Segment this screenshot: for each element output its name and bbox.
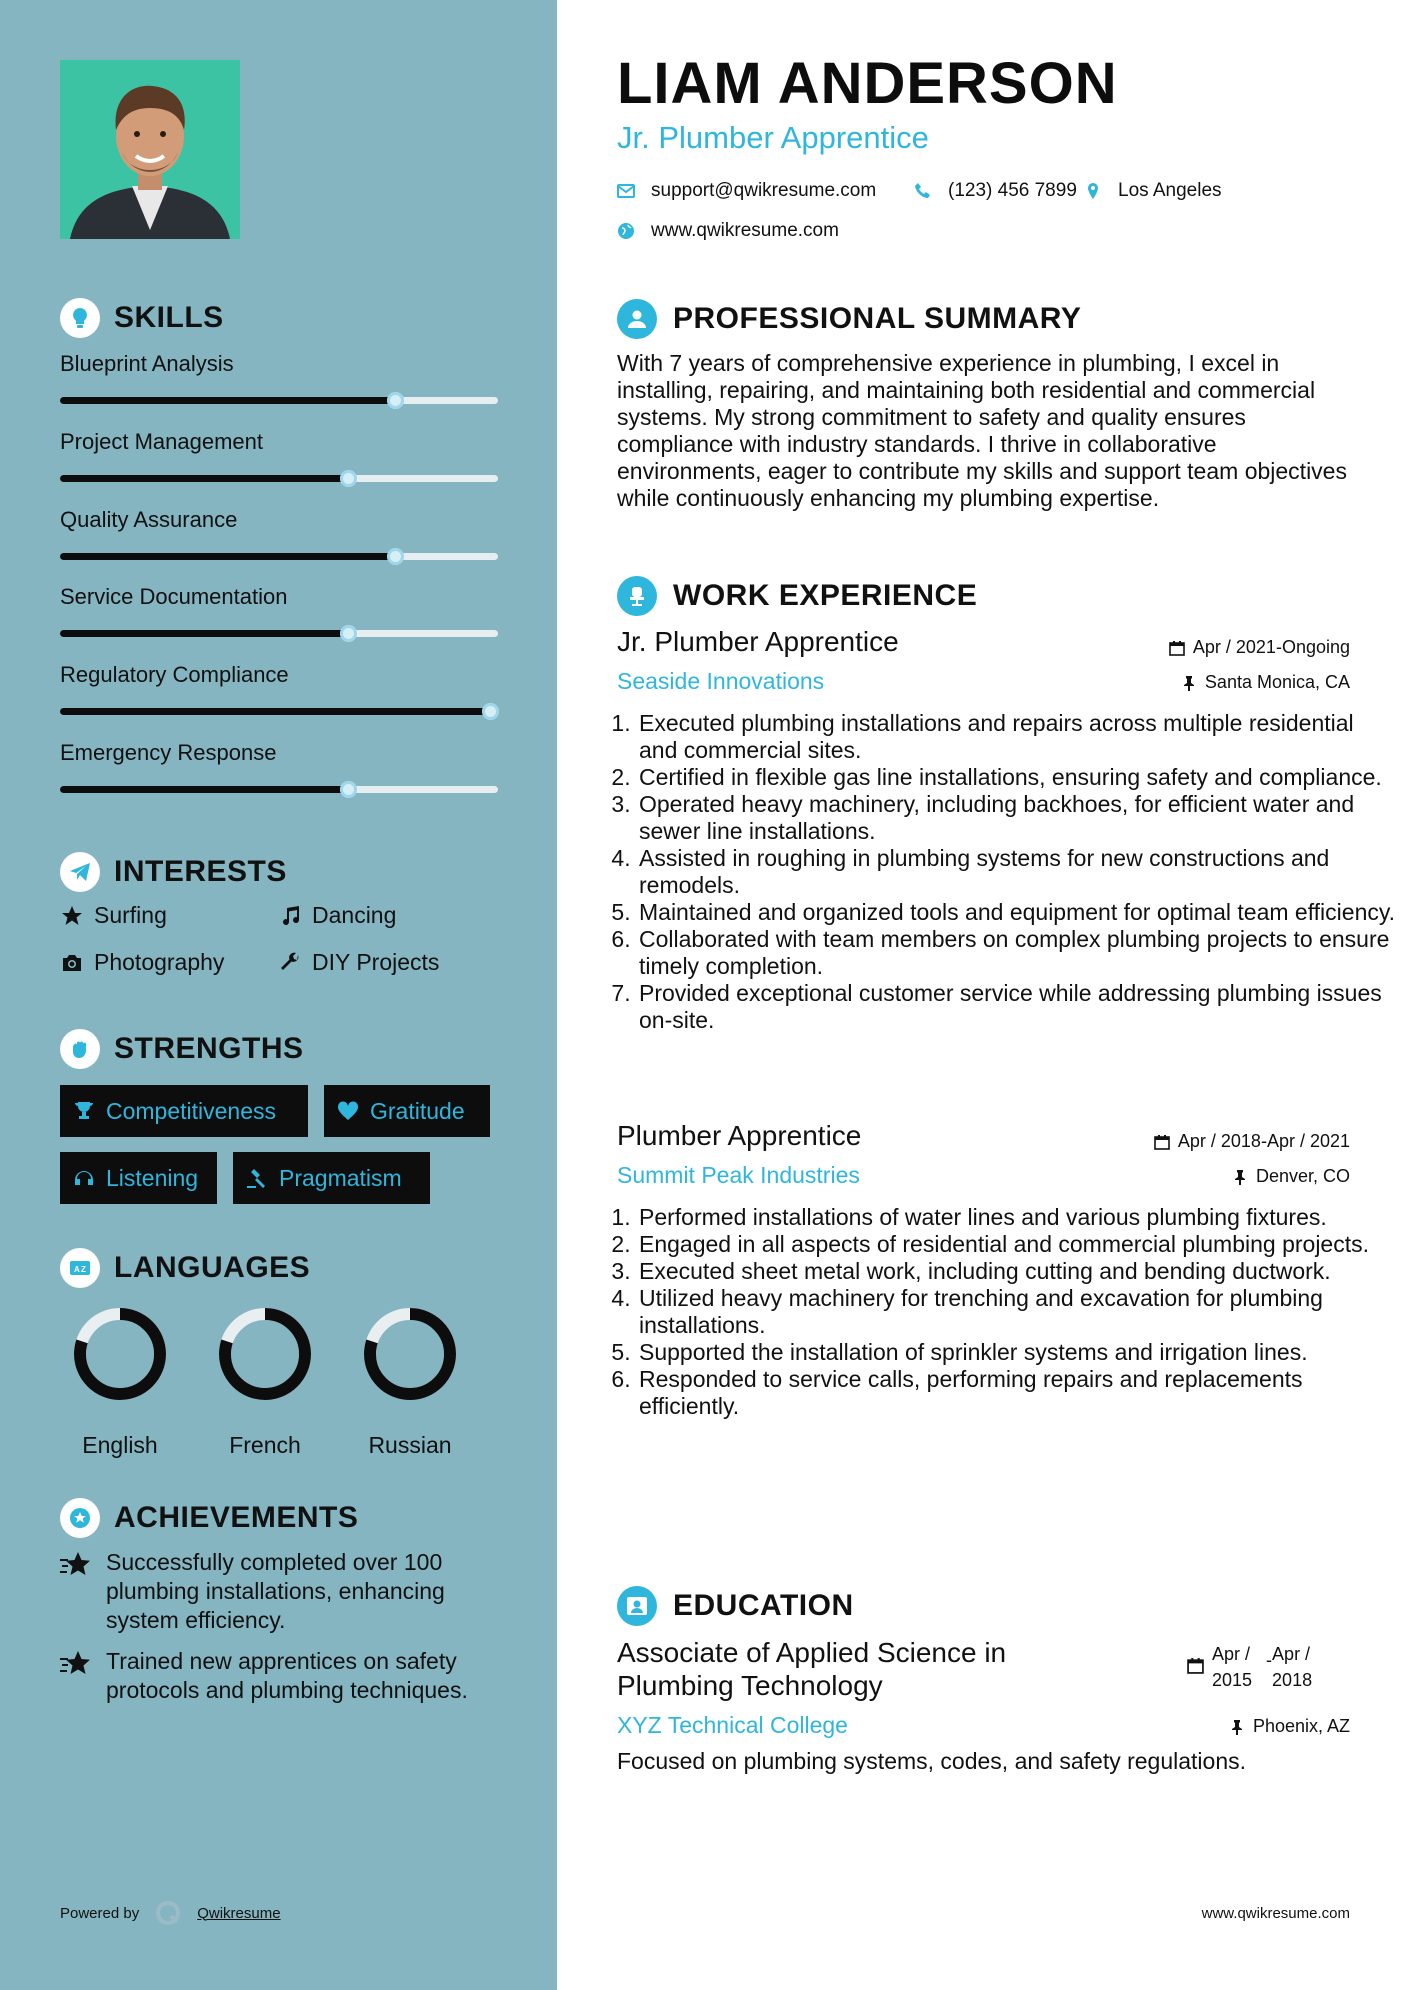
skill-knob — [340, 781, 357, 798]
interest-item — [60, 949, 224, 976]
skill-label: Project Management — [60, 429, 263, 454]
skill-fill — [60, 786, 348, 793]
job-bullets — [607, 1204, 1397, 1420]
job-bullet: 4. Assisted in roughing in plumbing systems for new constructions and remodels. — [637, 845, 1397, 899]
skill-track — [60, 397, 498, 404]
start-month: Apr / — [1212, 1644, 1251, 1664]
end-month: Apr / — [1272, 1644, 1311, 1664]
summary-title: PROFESSIONAL SUMMARY — [673, 302, 1082, 335]
end-year: 2018 — [1272, 1670, 1313, 1690]
interest-label: DIY Projects — [312, 949, 440, 975]
calendar-icon — [1169, 640, 1185, 656]
end-date — [1272, 1641, 1312, 1693]
lightbulb-icon — [60, 298, 100, 338]
achievements-title: ACHIEVEMENTS — [114, 1501, 359, 1534]
sidebar — [0, 0, 557, 1990]
headphones-icon — [72, 1166, 96, 1190]
skill-label: Quality Assurance — [60, 507, 238, 532]
strength-tag — [60, 1152, 217, 1204]
skill-knob — [387, 392, 404, 409]
strength-tag — [233, 1152, 430, 1204]
job-bullet: 6. Responded to service calls, performing repairs and replacements efficiently. — [637, 1366, 1397, 1420]
svg-text:Z: Z — [81, 1265, 87, 1274]
degree-title: Associate of Applied Science in Plumbing Technology — [617, 1637, 1007, 1701]
powered-by — [60, 1900, 281, 1926]
candidate-name: LIAM ANDERSON — [617, 51, 1118, 116]
skill-item — [60, 740, 498, 793]
globe-icon — [617, 222, 635, 240]
skill-knob — [482, 703, 499, 720]
svg-text:A: A — [74, 1265, 81, 1274]
briefcase-chair-icon — [617, 576, 657, 616]
job-bullet: 7. Provided exceptional customer service while addressing plumbing issues on-site. — [637, 980, 1397, 1034]
location-text: Los Angeles — [1118, 180, 1222, 201]
graduate-icon — [617, 1586, 657, 1626]
contact-location — [1084, 180, 1222, 202]
job-bullet: 3. Operated heavy machinery, including backhoes, for efficient water and sewer line installations. — [637, 791, 1397, 845]
calendar-icon — [1154, 1134, 1170, 1150]
job-bullet: 4. Utilized heavy machinery for trenching and excavation for plumbing installations. — [637, 1285, 1397, 1339]
summary-text: With 7 years of comprehensive experience in plumbing, I excel in installing, repairing, and maintaining both residential and commercial systems. My strong commitment to safety and quality ensures compliance with industry standards. I thrive in collaborative environments, eager to contribute my skills and support team objectives while continuously enhancing my plumbing expertise. — [617, 350, 1347, 511]
education-description: Focused on plumbing systems, codes, and safety regulations. — [617, 1748, 1247, 1774]
skill-label: Regulatory Compliance — [60, 662, 289, 687]
star-burst-icon — [60, 1649, 92, 1679]
skill-fill — [60, 708, 490, 715]
music-icon — [278, 904, 302, 928]
strengths-title: STRENGTHS — [114, 1032, 304, 1065]
achievement-item — [60, 1647, 510, 1705]
fist-icon — [60, 1029, 100, 1069]
phone-text: (123) 456 7899 — [948, 180, 1077, 201]
wrench-icon — [278, 951, 302, 975]
achievement-item — [60, 1548, 510, 1635]
job-bullet: 1. Executed plumbing installations and repairs across multiple residential and commercial sites. — [637, 710, 1397, 764]
pushpin-icon — [1181, 675, 1197, 691]
calendar-icon — [1187, 1657, 1204, 1674]
envelope-icon — [617, 182, 635, 200]
interest-item — [278, 949, 439, 976]
start-date — [1212, 1641, 1252, 1693]
job-bullet: 1. Performed installations of water lines and various plumbing fixtures. — [637, 1204, 1397, 1231]
language-icon — [60, 1248, 100, 1288]
email-text[interactable]: support@qwikresume.com — [651, 180, 877, 201]
language-item — [60, 1306, 180, 1459]
profile-photo — [60, 60, 240, 239]
contact-website — [617, 220, 839, 242]
interests-title: INTERESTS — [114, 855, 287, 888]
interest-label: Photography — [94, 949, 225, 975]
education-dates — [1187, 1641, 1312, 1693]
skill-item — [60, 584, 498, 637]
languages-title: LANGUAGES — [114, 1251, 311, 1284]
achievements-heading — [60, 1498, 358, 1538]
education-location — [1229, 1716, 1350, 1737]
skill-track — [60, 630, 498, 637]
strength-label: Listening — [106, 1164, 199, 1191]
skills-title: SKILLS — [114, 301, 224, 334]
job-dates-text: Apr / 2018-Apr / 2021 — [1177, 1131, 1350, 1151]
language-label: Russian — [368, 1432, 452, 1458]
achievement-text: Successfully completed over 100 plumbing installations, enhancing system efficiency. — [106, 1549, 445, 1633]
job-location-text: Santa Monica, CA — [1204, 672, 1350, 692]
interests-heading — [60, 852, 287, 892]
skill-track — [60, 786, 498, 793]
camera-icon — [60, 951, 84, 975]
candidate-role: Jr. Plumber Apprentice — [617, 120, 929, 155]
language-item — [350, 1306, 470, 1459]
skill-fill — [60, 475, 348, 482]
skill-knob — [387, 548, 404, 565]
main-content — [557, 0, 1407, 1990]
strength-label: Competitiveness — [106, 1097, 277, 1124]
job-bullet: 2. Certified in flexible gas line installations, ensuring safety and compliance. — [637, 764, 1397, 791]
interest-label: Dancing — [312, 902, 397, 928]
experience-heading — [617, 576, 977, 616]
phone-icon — [914, 182, 932, 200]
job-bullet: 5. Supported the installation of sprinkler systems and irrigation lines. — [637, 1339, 1397, 1366]
language-label: English — [82, 1432, 158, 1458]
education-heading — [617, 1586, 854, 1626]
heart-icon — [336, 1099, 360, 1123]
star-icon — [60, 904, 84, 928]
contact-email — [617, 180, 876, 202]
date-separator: - — [1266, 1650, 1273, 1670]
job-dates — [1169, 637, 1350, 658]
language-item — [205, 1306, 325, 1459]
achievement-text: Trained new apprentices on safety protocols and plumbing techniques. — [106, 1648, 468, 1703]
interest-item — [278, 902, 396, 929]
summary-heading — [617, 299, 1081, 339]
interest-label: Surfing — [94, 902, 167, 928]
strength-label: Pragmatism — [279, 1164, 402, 1191]
skill-label: Emergency Response — [60, 740, 277, 765]
job-bullet: 6. Collaborated with team members on complex plumbing projects to ensure timely completion. — [637, 926, 1397, 980]
website-text[interactable]: www.qwikresume.com — [651, 220, 839, 241]
job-bullets — [607, 710, 1397, 1034]
job-location — [1181, 672, 1350, 693]
language-ring — [362, 1306, 458, 1402]
trophy-icon — [72, 1099, 96, 1123]
skill-item — [60, 507, 498, 560]
qwikresume-link[interactable]: Qwikresume — [197, 1904, 281, 1922]
award-star-icon — [60, 1498, 100, 1538]
strength-tag — [324, 1085, 490, 1137]
user-icon — [617, 299, 657, 339]
pushpin-icon — [1229, 1719, 1245, 1735]
strengths-heading — [60, 1029, 304, 1069]
job-location — [1232, 1166, 1350, 1187]
job-location-text: Denver, CO — [1255, 1166, 1350, 1186]
skill-track — [60, 708, 498, 715]
job-dates — [1154, 1131, 1350, 1152]
experience-title: WORK EXPERIENCE — [673, 579, 978, 612]
skill-label: Blueprint Analysis — [60, 351, 234, 376]
skill-label: Service Documentation — [60, 584, 288, 609]
job-dates-text: Apr / 2021-Ongoing — [1192, 637, 1350, 657]
powered-by-label: Powered by — [60, 1904, 140, 1922]
job-title: Jr. Plumber Apprentice — [617, 626, 899, 657]
education-location-text: Phoenix, AZ — [1252, 1716, 1350, 1736]
skill-fill — [60, 630, 348, 637]
skill-item — [60, 429, 498, 482]
skill-knob — [340, 470, 357, 487]
interest-item — [60, 902, 167, 929]
skill-item — [60, 662, 498, 715]
star-burst-icon — [60, 1550, 92, 1580]
job-bullet: 5. Maintained and organized tools and equipment for optimal team efficiency. — [637, 899, 1397, 926]
job-bullet: 2. Engaged in all aspects of residential and commercial plumbing projects. — [637, 1231, 1397, 1258]
skill-knob — [340, 625, 357, 642]
language-label: French — [229, 1432, 301, 1458]
strength-tag — [60, 1085, 308, 1137]
languages-heading — [60, 1248, 310, 1288]
contact-phone — [914, 180, 1077, 202]
qwikresume-logo-icon — [155, 1900, 181, 1926]
language-ring — [72, 1306, 168, 1402]
job-company: Seaside Innovations — [617, 668, 825, 694]
school-name: XYZ Technical College — [617, 1712, 848, 1738]
education-title: EDUCATION — [673, 1589, 854, 1622]
skill-fill — [60, 553, 395, 560]
skill-track — [60, 553, 498, 560]
language-ring — [217, 1306, 313, 1402]
strength-label: Gratitude — [370, 1097, 465, 1124]
skill-fill — [60, 397, 395, 404]
skill-track — [60, 475, 498, 482]
map-pin-icon — [1084, 182, 1102, 200]
skills-heading — [60, 298, 224, 338]
skill-item — [60, 351, 498, 404]
job-bullet: 3. Executed sheet metal work, including cutting and bending ductwork. — [637, 1258, 1397, 1285]
gavel-icon — [245, 1166, 269, 1190]
start-year: 2015 — [1212, 1670, 1253, 1690]
pushpin-icon — [1232, 1169, 1248, 1185]
job-company: Summit Peak Industries — [617, 1162, 860, 1188]
paper-plane-icon — [60, 852, 100, 892]
footer-website[interactable]: www.qwikresume.com — [1201, 1905, 1350, 1922]
job-title: Plumber Apprentice — [617, 1120, 862, 1151]
